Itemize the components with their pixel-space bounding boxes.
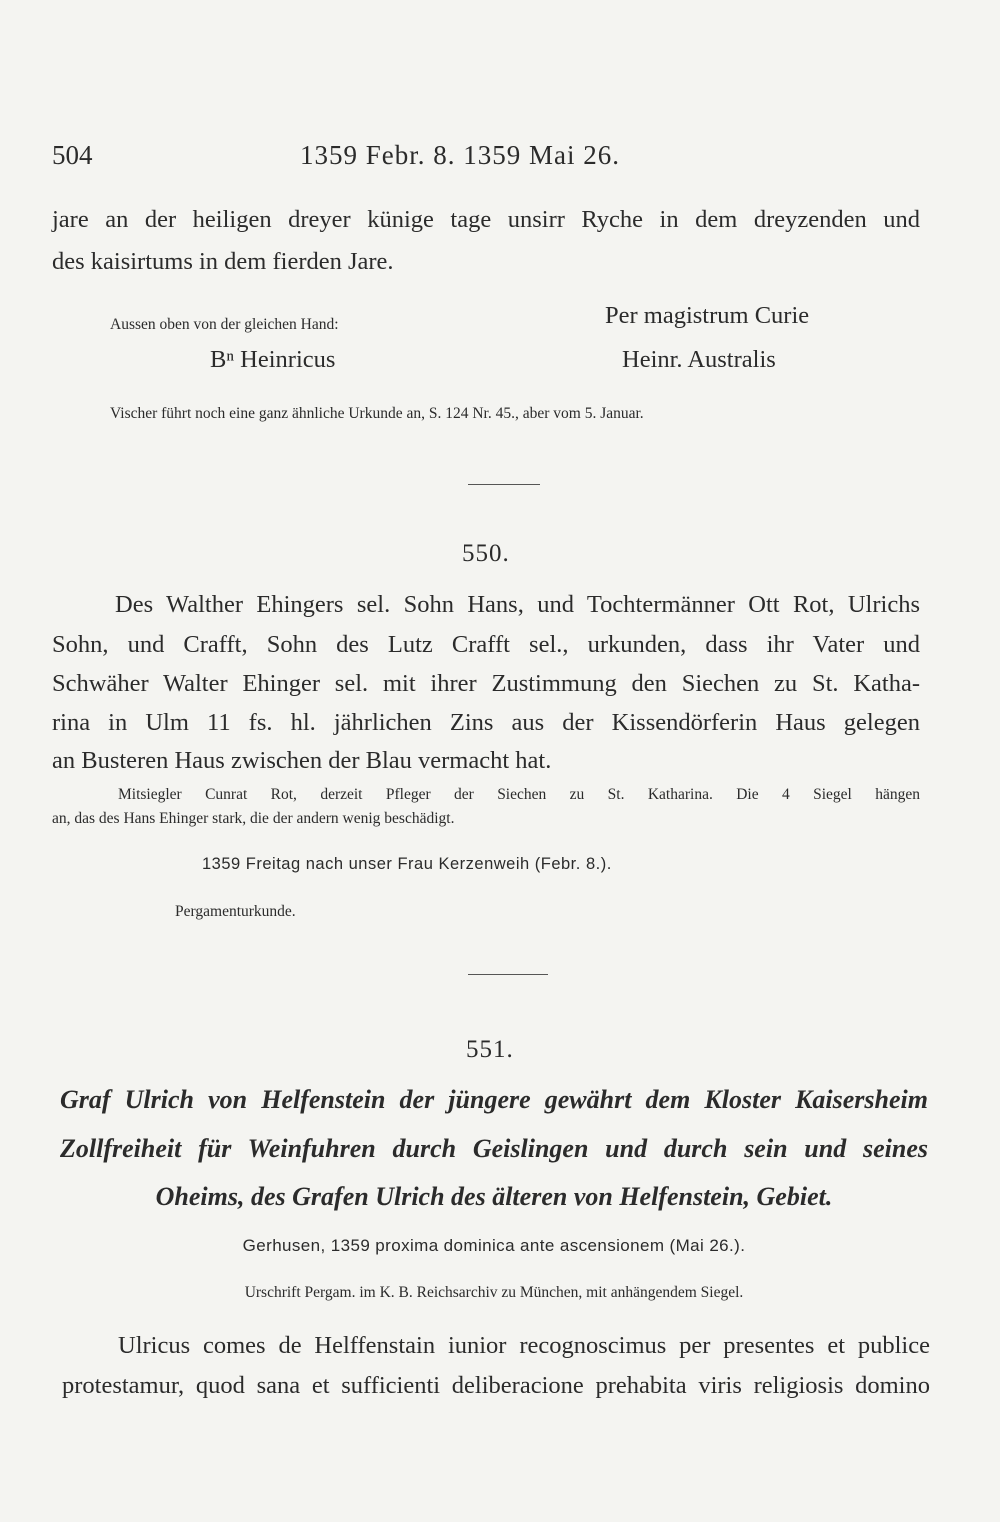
prev-doc-line-2: des kaisirtums in dem fierden Jare. bbox=[52, 248, 394, 275]
doc550-summary-line-5: an Busteren Haus zwischen der Blau vermacht hat. bbox=[52, 747, 552, 774]
heinr-australis-line: Heinr. Australis bbox=[622, 346, 776, 373]
per-magistrum-line: Per magistrum Curie bbox=[605, 302, 810, 329]
doc550-seal-note-line-1: Mitsiegler Cunrat Rot, derzeit Pfleger der Siechen zu St. Katharina. Die 4 Siegel hängen bbox=[118, 786, 920, 803]
doc550-summary-line-4: rina in Ulm 11 fs. hl. jährlichen Zins aus der Kissendörferin Haus gelegen bbox=[52, 709, 920, 736]
page-number: 504 bbox=[52, 140, 93, 170]
vischer-note: Vischer führt noch eine ganz ähnliche Urkunde an, S. 124 Nr. 45., aber vom 5. Januar. bbox=[110, 405, 644, 422]
document-number-550: 550. bbox=[462, 540, 510, 567]
doc550-date-line: 1359 Freitag nach unser Frau Kerzenweih (Febr. 8.). bbox=[202, 855, 612, 873]
doc550-seal-note-line-2: an, das des Hans Ehinger stark, die der andern wenig beschädigt. bbox=[52, 810, 455, 827]
doc551-text-line-1: Ulricus comes de Helffenstain iunior recognoscimus per presentes et publice bbox=[118, 1332, 930, 1359]
section-divider bbox=[468, 484, 540, 485]
prev-doc-line-1: jare an der heiligen dreyer künige tage unsirr Ryche in dem dreyzenden und bbox=[52, 206, 920, 233]
aussen-note: Aussen oben von der gleichen Hand: bbox=[110, 316, 339, 333]
doc551-title-line-2: Zollfreiheit für Weinfuhren durch Geislingen und durch sein und seines bbox=[60, 1134, 928, 1163]
doc550-source: Pergamenturkunde. bbox=[175, 903, 296, 920]
page-header-date-range: 1359 Febr. 8. 1359 Mai 26. bbox=[300, 140, 620, 170]
doc551-date-line: Gerhusen, 1359 proxima dominica ante ascensionem (Mai 26.). bbox=[242, 1236, 746, 1255]
doc551-title-line-3: Oheims, des Grafen Ulrich des älteren von Helfenstein, Gebiet. bbox=[155, 1182, 833, 1211]
doc551-text-line-2: protestamur, quod sana et sufficienti deliberacione prehabita viris religiosis domino bbox=[62, 1372, 930, 1399]
doc550-summary-line-1: Des Walther Ehingers sel. Sohn Hans, und Tochtermänner Ott Rot, Ulrichs bbox=[115, 591, 920, 618]
doc550-summary-line-3: Schwäher Walter Ehinger sel. mit ihrer Zustimmung den Siechen zu St. Katha- bbox=[52, 670, 920, 697]
document-number-551: 551. bbox=[466, 1036, 514, 1063]
bn-heinricus-line: Bⁿ Heinricus bbox=[210, 346, 336, 373]
doc551-title-line-1: Graf Ulrich von Helfenstein der jüngere gewährt dem Kloster Kaisersheim bbox=[60, 1085, 928, 1114]
section-divider bbox=[468, 974, 548, 975]
doc550-summary-line-2: Sohn, und Crafft, Sohn des Lutz Crafft sel., urkunden, dass ihr Vater und bbox=[52, 631, 920, 658]
doc551-source: Urschrift Pergam. im K. B. Reichsarchiv zu München, mit anhängendem Siegel. bbox=[244, 1284, 744, 1301]
